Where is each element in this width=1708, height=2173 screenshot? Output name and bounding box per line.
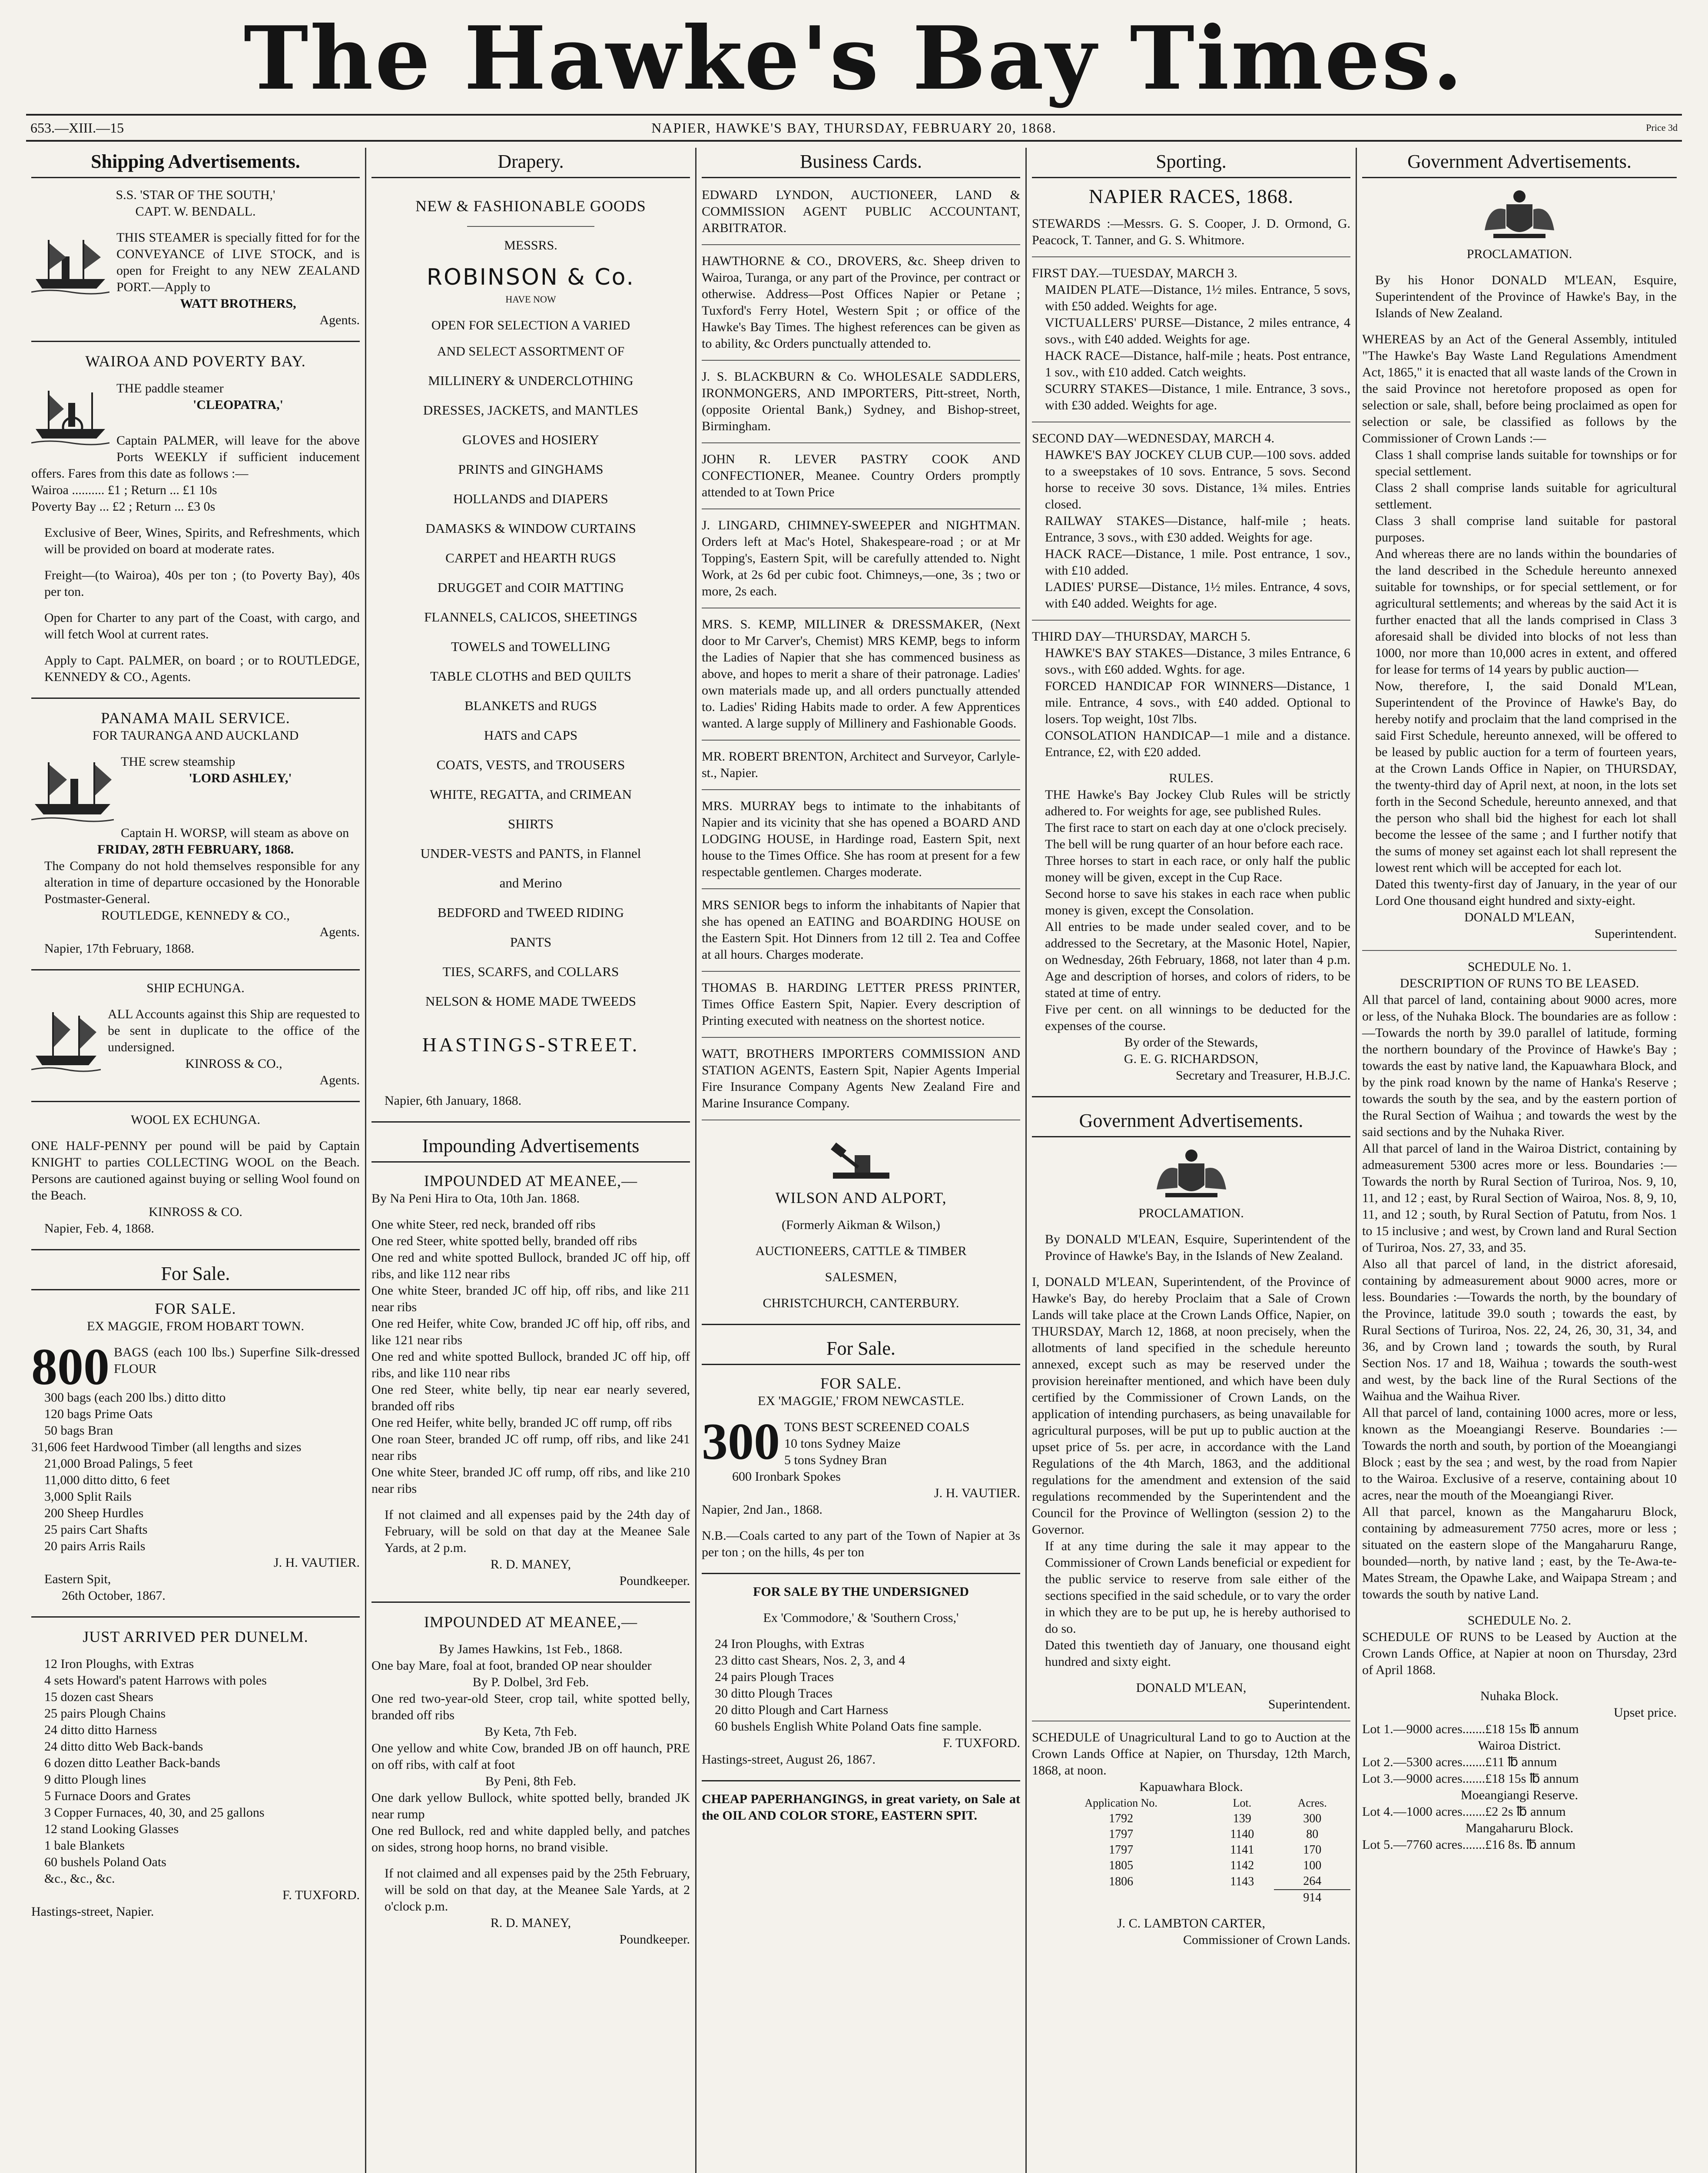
table-cell: 170 xyxy=(1303,1843,1322,1857)
ad-title: PANAMA MAIL SERVICE. xyxy=(101,709,290,727)
impound-item: One white Steer, branded JC off rump, off ribs, and like 210 near ribs xyxy=(371,1465,690,1496)
auctioneer-emblem-icon xyxy=(824,1142,898,1186)
run-description: All that parcel of land, containing 1000 acres, more or less, known as the Moeangiangi Reserve. Boundaries :—Towards the north and south, by portion of the Moeangiangi Block ; east by the sea ; and west, by the road from Napier to the Wairoa. Exclusive of a reserve, containing about 10 acres, near the mouth of the Moeangiangi River. xyxy=(1362,1405,1677,1502)
rule-item: Second horse to save his stakes in each race when public money is given, except the Consolation. xyxy=(1045,887,1350,917)
impound-item: One red Steer, white spotted belly, branded off ribs xyxy=(371,1234,637,1248)
ad-body: And whereas there are no lands within the boundaries of the land described in the Schedule hereunto annexed suitable for townships, or for special settlement, or for agricultural settlements; and whereas by the said Act it is further enacted that all the lands comprised in Class 3 aforesaid shall be divided into blocks of not less than 1000, nor more than 10,000 acres in extent, and offered for lease for terms of 14 years by public auction— xyxy=(1375,547,1677,677)
business-card: HAWTHORNE & CO., DROVERS, &c. Sheep driven to Wairoa, Turanga, or any part of the Province, per contract or otherwise. Address—Post Offices Napier or Petane ; Tuxford's Ferry Hotel, Western Spit ; or office of the Hawke's Bay Times. The highest references can be given as to ability, &c Orders punctually attended to. xyxy=(702,254,1020,351)
impound-item: One dark yellow Bullock, white spotted belly, branded JK near rump xyxy=(371,1791,690,1821)
class-list xyxy=(1362,447,1677,546)
ad-body: THIS STEAMER is specially fitted for for the CONVEYANCE of LIVE STOCK, and is open for Freight to any NEW ZEALAND PORT.—Apply to xyxy=(116,230,360,294)
race-item: HAWKE'S BAY JOCKEY CLUB CUP.—100 sovs. added to a sweepstakes of 10 sovs. Entrance, 5 sovs. Second horse to receive 30 sovs. Distance, 1¾ miles. Entries closed. xyxy=(1045,448,1350,512)
price: Price 3d xyxy=(1646,122,1678,133)
table-cell: 80 xyxy=(1306,1827,1319,1841)
ad-agents-label: Agents. xyxy=(319,925,360,939)
section-heading: For Sale. xyxy=(702,1335,1020,1365)
impound-item: One bay Mare, foal at foot, branded OP near shoulder xyxy=(371,1658,652,1673)
ad-agent: KINROSS & CO. xyxy=(149,1205,242,1219)
table-cell: 1792 xyxy=(1109,1812,1134,1825)
ad-body: If at any time during the sale it may appear to the Commissioner of Crown Lands beneficial or expedient for the public service to reserve from sale either of the sections specified in the said schedule, or to vary the order in which they are to be put up, he is hereby authorised to do so. xyxy=(1045,1539,1350,1636)
list-item: 9 ditto Plough lines xyxy=(44,1772,146,1787)
section-heading: Government Advertisements. xyxy=(1032,1107,1350,1137)
impound-item: One white Steer, branded JC off hip, off ribs, and like 211 near ribs xyxy=(371,1283,690,1314)
ad-intro: THE paddle steamer xyxy=(116,381,224,395)
ad-subtitle: EX MAGGIE, FROM HOBART TOWN. xyxy=(87,1319,304,1333)
royal-coat-of-arms-icon xyxy=(1476,187,1563,243)
table-row xyxy=(1032,1811,1350,1827)
ad-role: Secretary and Treasurer, H.B.J.C. xyxy=(1175,1068,1350,1083)
list-item: 20 pairs Arris Rails xyxy=(44,1539,146,1553)
race-item: HACK RACE—Distance, half-mile ; heats. Post entrance, 1 sov., with £10 added. Catch weights. xyxy=(1045,349,1350,379)
race-item: HACK RACE—Distance, 1 mile. Post entrance, 1 sov., with £10 added. xyxy=(1045,547,1350,578)
list-item: 24 Iron Ploughs, with Extras xyxy=(715,1637,865,1651)
goods-item: UNDER-VESTS and PANTS, in Flannel xyxy=(420,846,641,861)
table-header: Acres. xyxy=(1297,1797,1327,1809)
ad-street: HASTINGS-STREET. xyxy=(422,1033,640,1056)
ad-signer: F. TUXFORD. xyxy=(282,1888,360,1902)
race-list xyxy=(1032,282,1350,414)
ad-by: By his Honor DONALD M'LEAN, Esquire, Superintendent of the Province of Hawke's Bay, in the Islands of New Zealand. xyxy=(1375,273,1677,320)
run-description: Also all that parcel of land, in the district aforesaid, containing by admeasurement about 9000 acres, more or less. Boundaries :—Towards the north, by the boundary of the Province, latitude 39.0 south ; towards the east, by Rural Sections of Turiroa, Nos. 22, 24, 26, 30, 31, 34, and 36, and by Crown land ; towards the south, by Rural Section Nos. 17 and 18, Waihua ; towards the south-west and west, by the back line of the Rural Sections of the Waihua and the Waihua River. xyxy=(1362,1257,1677,1403)
list-item: 60 bushels Poland Oats xyxy=(44,1855,166,1869)
list-item: 120 bags Prime Oats xyxy=(44,1407,153,1421)
goods-item: TOWELS and TOWELLING xyxy=(451,639,610,654)
race-list xyxy=(1032,645,1350,761)
ad-body: CHEAP PAPERHANGINGS, in great variety, on Sale at the OIL AND COLOR STORE, EASTERN SPIT. xyxy=(702,1792,1020,1823)
quantity-numeral: 300 xyxy=(702,1412,780,1470)
list-item: &c., &c., &c. xyxy=(44,1871,115,1886)
screw-steamship-icon xyxy=(31,755,114,825)
paddle-steamer-icon xyxy=(31,382,109,447)
list-item: 24 ditto ditto Web Back-bands xyxy=(44,1739,203,1754)
goods-item: and Merino xyxy=(499,875,562,890)
goods-item: SHIRTS xyxy=(508,816,554,831)
section-heading: Drapery. xyxy=(371,148,690,178)
list-item: 15 dozen cast Shears xyxy=(44,1690,153,1704)
ad-formerly: (Formerly Aikman & Wilson,) xyxy=(782,1218,940,1232)
table-header: Lot. xyxy=(1233,1797,1252,1809)
table-cell: 1142 xyxy=(1230,1859,1254,1872)
goods-item: TIES, SCARFS, and COLLARS xyxy=(442,964,619,979)
column-sporting xyxy=(1025,148,1356,2173)
ad-date: Dated this twenty-first day of January, in the year of our Lord One thousand eight hundred and sixty-eight. xyxy=(1375,877,1677,908)
goods-item: PRINTS and GINGHAMS xyxy=(458,462,604,477)
class-item: Class 3 shall comprise land suitable for pastoral purposes. xyxy=(1375,514,1677,545)
ad-role: Superintendent. xyxy=(1594,927,1677,941)
ad-subtitle: FOR TAURANGA AND AUCKLAND xyxy=(92,728,299,743)
upset-label: Upset price. xyxy=(1614,1705,1677,1720)
schedule-subtitle: SCHEDULE OF RUNS to be Leased by Auction at the Crown Lands Office, at Napier at noon on Thursday, 23rd of April 1868. xyxy=(1362,1630,1677,1677)
list-item: 11,000 ditto ditto, 6 feet xyxy=(44,1473,170,1487)
ad-date: Napier, 2nd Jan., 1868. xyxy=(702,1502,822,1517)
impound-item: One roan Steer, branded JC off rump, off ribs, and like 241 near ribs xyxy=(371,1432,690,1463)
ad-title: IMPOUNDED AT MEANEE,— xyxy=(424,1172,638,1190)
ad-body: TONS BEST SCREENED COALS xyxy=(784,1420,970,1434)
ad-agent: WATT BROTHERS, xyxy=(180,296,296,311)
ad-agent: KINROSS & CO., xyxy=(185,1057,282,1071)
ad-by: By P. Dolbel, 3rd Feb. xyxy=(472,1675,589,1689)
item-list xyxy=(31,1455,360,1555)
rule-item: All entries to be made under sealed cover, and to be addressed to the Secretary, at the Masonic Hotel, Napier, on Wednesday, 26th February, 1868, not later than 4 p.m. Age and description of horses, and colors of riders, to be stated at time of entry. xyxy=(1045,920,1350,1000)
list-item: 24 ditto ditto Harness xyxy=(44,1723,157,1737)
ad-title: WILSON AND ALPORT, xyxy=(775,1189,947,1206)
ad-date: Dated this twentieth day of January, one thousand eight hundred and sixty eight. xyxy=(1045,1638,1350,1669)
ad-ship-name: 'LORD ASHLEY,' xyxy=(189,771,292,785)
goods-item: DRUGGET and COIR MATTING xyxy=(437,580,624,595)
ad-date: Napier, 17th February, 1868. xyxy=(44,941,195,956)
race-item: RAILWAY STAKES—Distance, half-mile ; heats. Entrance, 3 sovs., with £30 added. Weights for age. xyxy=(1045,514,1350,545)
ad-date: 26th October, 1867. xyxy=(62,1588,166,1603)
ad-body: Open for Charter to any part of the Coast, with cargo, and will fetch Wool at current rates. xyxy=(44,611,360,641)
rules-title: RULES. xyxy=(1169,771,1214,785)
run-description: All that parcel of land, containing about 9000 acres, more or less, of the Nuhaka Block. The boundaries are as follow :—Towards the north by 39.0 parallel of latitude, forming the northern boundary of the Province of Hawke's Bay ; towards the east by native land, the Kapuawhara Block, and by the pink road known by the name of Hanka's Reserve ; towards the south by the sea, and by the eastern portion of the Rural Section of Waihua ; and towards the west by the said sections and by the Nuhaka River. xyxy=(1362,993,1677,1139)
ad-order: By order of the Stewards, xyxy=(1124,1035,1258,1050)
list-item: 3,000 Split Rails xyxy=(44,1489,132,1504)
list-item: 30 ditto Plough Traces xyxy=(715,1686,832,1701)
race-item: MAIDEN PLATE—Distance, 1½ miles. Entrance, 5 sovs, with £50 added. Weights for age. xyxy=(1045,282,1350,313)
list-item: 5 tons Sydney Bran xyxy=(784,1453,887,1467)
list-item: 50 bags Bran xyxy=(44,1423,113,1438)
schedule-title: SCHEDULE No. 2. xyxy=(1467,1613,1572,1628)
ad-title: FOR SALE BY THE UNDERSIGNED xyxy=(753,1585,969,1599)
item-list xyxy=(702,1636,1020,1735)
stewards: STEWARDS :—Messrs. G. S. Cooper, J. D. Ormond, G. Peacock, T. Tanner, and G. S. Whitmore. xyxy=(1032,216,1350,247)
goods-item: HOLLANDS and DIAPERS xyxy=(453,491,608,506)
impound-item: One red two-year-old Steer, crop tail, white spotted belly, branded off ribs xyxy=(371,1691,690,1722)
impound-item: One red and white spotted Bullock, branded JC off hip, off ribs, and like 112 near ribs xyxy=(371,1250,690,1281)
business-card: THOMAS B. HARDING LETTER PRESS PRINTER, Times Office Eastern Spit, Napier. Every description of Printing executed with neatness on the shortest notice. xyxy=(702,980,1020,1028)
section-heading: For Sale. xyxy=(31,1260,360,1290)
business-card: J. LINGARD, CHIMNEY-SWEEPER and NIGHTMAN. Orders left at Mac's Hotel, Shakespeare-road ; or at Mr Topping's, Eastern Spit, will be carefully attended to. Night Work, at 2s 6d per cubic foot. Chimneys,—one, 3s ; two or more, 2s each. xyxy=(702,518,1020,598)
ad-role: Commissioner of Crown Lands. xyxy=(1183,1933,1350,1947)
list-item: 10 tons Sydney Maize xyxy=(784,1436,901,1451)
proclamation-title: PROCLAMATION. xyxy=(1138,1206,1244,1220)
schedule-subtitle: DESCRIPTION OF RUNS TO BE LEASED. xyxy=(1400,976,1639,990)
schedule-text: SCHEDULE of Unagricultural Land to go to Auction at the Crown Lands Office at Napier, on Thursday, 12th March, 1868, at noon. xyxy=(1032,1730,1350,1778)
ad-place: Eastern Spit, xyxy=(44,1572,111,1586)
ad-place: CHRISTCHURCH, CANTERBURY. xyxy=(763,1296,959,1310)
ad-body: Now, therefore, I, the said Donald M'Lean, Superintendent of the Province of Hawke's Bay, do hereby notify and proclaim that the land comprised in the said First Schedule, hereunto annexed, will be offered to be leased by public auction for a term of fourteen years, at the Crown Lands Office in Napier, on THURSDAY, the twenty-third day of April next, at noon, in the lots set forth in the Second Schedule, hereunto annexed, and that the person who shall bid the highest for each lot shall become the lessee of the same ; and I further notify that the sums of money set against each lot shall represent the lowest rent which will be accepted for each lot. xyxy=(1375,679,1677,875)
ad-line: SALESMEN, xyxy=(825,1270,897,1284)
run-list xyxy=(1362,992,1677,1603)
impound-item: One red and white spotted Bullock, branded JC off hip, off ribs, and like 110 near ribs xyxy=(371,1349,690,1380)
ad-title: NEW & FASHIONABLE GOODS xyxy=(415,197,646,215)
ad-signer: G. E. G. RICHARDSON, xyxy=(1124,1052,1259,1066)
goods-item: DRESSES, JACKETS, and MANTLES xyxy=(423,402,639,418)
list-item: 5 Furnace Doors and Grates xyxy=(44,1789,191,1803)
table-cell: 264 xyxy=(1303,1874,1322,1888)
dateline-bar xyxy=(26,114,1682,142)
list-item: 12 Iron Ploughs, with Extras xyxy=(44,1657,194,1671)
list-item: 3 Copper Furnaces, 40, 30, and 25 gallons xyxy=(44,1805,265,1820)
ad-open: OPEN FOR SELECTION A VARIED xyxy=(431,318,630,332)
list-item: 20 ditto Plough and Cart Harness xyxy=(715,1703,889,1717)
impound-item: One red Heifer, white Cow, branded JC off hip, off ribs, and like 121 near ribs xyxy=(371,1316,690,1347)
table-cell: 1797 xyxy=(1109,1827,1134,1841)
block-name: Wairoa District. xyxy=(1478,1738,1561,1753)
ad-agent: ROUTLEDGE, KENNEDY & CO., xyxy=(101,908,290,923)
ad-role: Poundkeeper. xyxy=(619,1932,690,1947)
goods-list xyxy=(371,366,690,1016)
list-item: 1 bale Blankets xyxy=(44,1838,125,1853)
ad-signer: DONALD M'LEAN, xyxy=(1136,1681,1247,1695)
ad-signer: J. H. VAUTIER. xyxy=(273,1555,360,1570)
ad-intro: THE screw steamship xyxy=(121,754,235,769)
impound-item: One yellow and white Cow, branded JB on off haunch, PRE on off ribs, with calf at foot xyxy=(371,1741,690,1772)
goods-item: COATS, VESTS, and TROUSERS xyxy=(436,757,625,772)
ad-title: WOOL EX ECHUNGA. xyxy=(130,1113,260,1127)
list-item: 25 pairs Cart Shafts xyxy=(44,1522,148,1537)
table-cell: 1141 xyxy=(1230,1843,1254,1857)
ad-signer: J. C. LAMBTON CARTER, xyxy=(1117,1916,1265,1930)
business-card: EDWARD LYNDON, AUCTIONEER, LAND & COMMISSION AGENT PUBLIC ACCOUNTANT, ARBITRATOR. xyxy=(702,188,1020,235)
rules-list xyxy=(1032,787,1350,1034)
ad-body: ONE HALF-PENNY per pound will be paid by Captain KNIGHT to parties COLLECTING WOOL on the Beach. Persons are cautioned against buying or selling Wool found on the Beach. xyxy=(31,1139,360,1203)
business-card: MRS. MURRAY begs to intimate to the inhabitants of Napier and its vicinity that she has opened a BOARD AND LODGING HOUSE, in Hardinge road, Eastern Spit, next house to the Times Office. She has room at present for a few respectable gentlemen. Charges moderate. xyxy=(702,799,1020,879)
sailing-ship-icon xyxy=(31,1008,101,1073)
list-item: 24 pairs Plough Traces xyxy=(715,1670,834,1684)
impound-item: One red Steer, white belly, tip near ear nearly severed, branded off ribs xyxy=(371,1382,690,1413)
fare-line: Wairoa .......... £1 ; Return ... £1 10s xyxy=(31,483,217,497)
table-row xyxy=(1032,1874,1350,1890)
ad-body: Freight—(to Wairoa), 40s per ton ; (to Poverty Bay), 40s per ton. xyxy=(44,568,360,599)
list-item: 200 Sheep Hurdles xyxy=(44,1506,144,1520)
quantity-numeral: 800 xyxy=(31,1338,109,1396)
ad-date: Napier, 6th January, 1868. xyxy=(385,1093,522,1108)
list-item: 6 dozen ditto Leather Back-bands xyxy=(44,1756,220,1770)
lot-line: Lot 4.—1000 acres.......£2 2s ℔ annum xyxy=(1362,1804,1566,1819)
ad-place: Hastings-street, Napier. xyxy=(31,1904,154,1919)
ad-body: Exclusive of Beer, Wines, Spirits, and Refreshments, which will be provided on board at moderate rates. xyxy=(44,525,360,556)
fare-line: Poverty Bay ... £2 ; Return ... £3 0s xyxy=(31,499,216,514)
ad-body: Captain H. WORSP, will steam as above on xyxy=(121,826,349,840)
ad-body: 31,606 feet Hardwood Timber (all lengths and sizes xyxy=(31,1440,302,1454)
ad-agents-label: Agents. xyxy=(319,313,360,327)
ad-notice: If not claimed and all expenses paid by the 25th February, will be sold on that day, at the Meanee Sale Yards, at 2 o'clock p.m. xyxy=(385,1866,690,1914)
class-item: Class 1 shall comprise lands suitable for townships or for special settlement. xyxy=(1375,448,1677,478)
table-cell: 100 xyxy=(1303,1859,1322,1872)
rule-item: Five per cent. on all winnings to be deducted for the expenses of the course. xyxy=(1045,1002,1350,1033)
business-card-list xyxy=(702,187,1020,1120)
run-description: All that parcel, known as the Mangaharuru Block, containing by admeasurement 7750 acres, more or less ; situated on the eastern slope of the Mangaharuru Range, bounded—north, by native land ; east, by the Te-Awa-te-Mates Stream, the Opawhe Lake, and Waipapa Stream ; and towards the south by native Land. xyxy=(1362,1505,1677,1602)
table-cell: 1140 xyxy=(1230,1827,1254,1841)
impound-item: One red Heifer, white belly, branded JC off rump, off ribs xyxy=(371,1415,672,1430)
ad-by: By DONALD M'LEAN, Esquire, Superintendent of the Province of Hawke's Bay, in the Islands of New Zealand. xyxy=(1045,1232,1350,1263)
goods-item: FLANNELS, CALICOS, SHEETINGS xyxy=(424,609,637,625)
section-heading: Sporting. xyxy=(1032,148,1350,178)
ad-date: FRIDAY, 28TH FEBRUARY, 1868. xyxy=(97,842,294,857)
ad-ship-name: 'CLEOPATRA,' xyxy=(192,398,284,412)
rule-item: Three horses to start in each race, or only half the public money will be given, except in the Cup Race. xyxy=(1045,854,1350,884)
goods-item: TABLE CLOTHS and BED QUILTS xyxy=(430,668,632,684)
ad-subtitle: EX 'MAGGIE,' FROM NEWCASTLE. xyxy=(758,1394,964,1408)
ad-signer: F. TUXFORD. xyxy=(943,1736,1020,1750)
ad-have: HAVE NOW xyxy=(505,294,556,305)
ad-messrs: MESSRS. xyxy=(504,238,557,253)
lot-line: Lot 2.—5300 acres.......£11 ℔ annum xyxy=(1362,1755,1557,1769)
impound-item: One red Bullock, red and white dappled belly, and patches on sides, strong hoop horns, no brand visible. xyxy=(371,1824,690,1854)
race-day: THIRD DAY—THURSDAY, MARCH 5. xyxy=(1032,629,1251,644)
royal-coat-of-arms-icon xyxy=(1148,1146,1235,1203)
table-cell: 1143 xyxy=(1230,1874,1254,1888)
section-heading: Impounding Advertisements xyxy=(371,1132,690,1163)
ad-signer: R. D. MANEY, xyxy=(490,1557,571,1572)
proclamation-title: PROCLAMATION. xyxy=(1466,247,1572,261)
goods-item: BLANKETS and RUGS xyxy=(464,698,597,713)
ad-body: The Company do not hold themselves responsible for any alteration in time of departure occasioned by the Honorable Postmaster-General. xyxy=(44,859,360,906)
table-cell: 1806 xyxy=(1109,1874,1134,1888)
item-list xyxy=(31,1389,360,1439)
item-list xyxy=(31,1656,360,1887)
ad-body: WHEREAS by an Act of the General Assembly, intituled "The Hawke's Bay Waste Land Regulations Amendment Act, 1865," it is enacted that all waste lands of the Crown in the said Province not heretofore proposed as open for selection or sale, shall, before being proclaimed as open for selection or sale, be classified as follows by the Commissioner of Crown Lands :— xyxy=(1362,332,1677,445)
ad-date: Napier, Feb. 4, 1868. xyxy=(44,1221,154,1236)
ad-title: FOR SALE. xyxy=(155,1300,236,1317)
ad-body: BAGS (each 100 lbs.) Superfine Silk-dressed FLOUR xyxy=(114,1345,360,1376)
ad-role: Superintendent. xyxy=(1268,1697,1350,1711)
schedule-title: SCHEDULE No. 1. xyxy=(1467,960,1572,974)
list-item: 4 sets Howard's patent Harrows with poles xyxy=(44,1673,267,1688)
ad-line: AUCTIONEERS, CATTLE & TIMBER xyxy=(755,1244,967,1258)
goods-item: WHITE, REGATTA, and CRIMEAN xyxy=(429,787,632,802)
race-day: FIRST DAY.—TUESDAY, MARCH 3. xyxy=(1032,266,1237,280)
race-item: FORCED HANDICAP FOR WINNERS—Distance, 1 mile. Entrance, 4 sovs., with £40 added. Optional to losers. Top weight, 10st 7lbs. xyxy=(1045,679,1350,726)
goods-item: PANTS xyxy=(510,934,552,950)
business-card: MR. ROBERT BRENTON, Architect and Surveyor, Carlyle-st., Napier. xyxy=(702,749,1020,780)
run-description: All that parcel of land in the Wairoa District, containing by admeasurement 5300 acres more or less. Boundaries :—Towards the north by Rural Section of Turiroa, Nos. 9, 10, 11, and 12 ; east, by Rural Section of Wairoa, Nos. 8, 9, 10, 11, and 12 ; south, by Rural Section of Patutu, from Nos. 1 to 15 inclusive ; and west, by Crown land and Rural Section of Turiroa, Nos. 27, 33, and 35. xyxy=(1362,1141,1677,1255)
race-item: SCURRY STAKES—Distance, 1 mile. Entrance, 3 sovs., with £30 added. Weights for age. xyxy=(1045,382,1350,412)
race-item: VICTUALLERS' PURSE—Distance, 2 miles entrance, 4 sovs., with £40 added. Weights for age. xyxy=(1045,316,1350,346)
ad-title: WAIROA AND POVERTY BAY. xyxy=(85,352,306,370)
block-name: Moeangiangi Reserve. xyxy=(1461,1788,1578,1802)
column-shipping xyxy=(26,148,365,2173)
ad-title: IMPOUNDED AT MEANEE,— xyxy=(424,1613,638,1631)
column-government xyxy=(1356,148,1682,2173)
lot-line: Lot 5.—7760 acres.......£16 8s. ℔ annum xyxy=(1362,1837,1576,1852)
firm-name: ROBINSON & Co. xyxy=(426,264,635,290)
race-item: LADIES' PURSE—Distance, 1½ miles. Entrance, 4 sovs, with £40 added. Weights for age. xyxy=(1045,580,1350,611)
list-item: 60 bushels English White Poland Oats fine sample. xyxy=(715,1719,982,1734)
ad-by: By Na Peni Hira to Ota, 10th Jan. 1868. xyxy=(371,1191,580,1206)
table-row xyxy=(1032,1858,1350,1874)
ad-title: JUST ARRIVED PER DUNELM. xyxy=(83,1628,308,1645)
goods-item: NELSON & HOME MADE TWEEDS xyxy=(425,993,637,1009)
ad-role: Poundkeeper. xyxy=(619,1574,690,1588)
goods-item: GLOVES and HOSIERY xyxy=(462,432,600,447)
list-item: 12 stand Looking Glasses xyxy=(44,1822,179,1836)
section-heading: Government Advertisements. xyxy=(1362,148,1677,178)
goods-item: DAMASKS & WINDOW CURTAINS xyxy=(425,521,636,536)
lot-line: Lot 1.—9000 acres.......£18 15s ℔ annum xyxy=(1362,1722,1579,1736)
block-name: Mangaharuru Block. xyxy=(1465,1821,1574,1835)
race-day: SECOND DAY—WEDNESDAY, MARCH 4. xyxy=(1032,431,1275,445)
impound-item: One white Steer, red neck, branded off ribs xyxy=(371,1217,596,1232)
table-row xyxy=(1032,1827,1350,1842)
list-item: 600 Ironbark Spokes xyxy=(732,1469,841,1484)
table-total: 914 xyxy=(1274,1890,1350,1906)
ad-title: S.S. 'STAR OF THE SOUTH,' xyxy=(116,188,275,202)
section-heading: Business Cards. xyxy=(702,148,1020,178)
ad-body: Apply to Capt. PALMER, on board ; or to ROUTLEDGE, KENNEDY & CO., Agents. xyxy=(44,653,360,684)
business-card: J. S. BLACKBURN & Co. WHOLESALE SADDLERS, IRONMONGERS, AND IMPORTERS, Pitt-street, North, (opposite Oriental Bank,) Sydney, and Bishop-street, Birmingham. xyxy=(702,369,1020,433)
table-cell: 139 xyxy=(1233,1812,1251,1825)
ad-assort: AND SELECT ASSORTMENT OF xyxy=(437,344,625,359)
ad-body: I, DONALD M'LEAN, Superintendent, of the Province of Hawke's Bay, do hereby Proclaim that a Sale of Crown Lands will take place at the Crown Lands Office, Napier, on THURSDAY, March 12, 1868, at noon precisely, when the allotments of land specified in the schedule hereunto annexed, except such as may be reserved under the provision hereinafter mentioned, and which have been duly certified by the Commissioner of Crown Lands, on the application of intending purchasers, as being unavailable for agricultural purposes, will be put up to public auction at the upset price of 5s. per acre, in accordance with the Land Regulations of the 4th March, 1863, and the additional regulations for the amendment and extension of the said regulations recommended by the Superintendent and the Council for the Province of Wellington (session 2) to the Governor. xyxy=(1032,1275,1350,1537)
table-cell: 300 xyxy=(1303,1812,1322,1825)
block-name: Nuhaka Block. xyxy=(1480,1689,1559,1703)
masthead-title: The Hawke's Bay Times. xyxy=(243,7,1465,110)
column-drapery xyxy=(365,148,695,2173)
ad-body: Captain PALMER, will leave for the above Ports WEEKLY if sufficient inducement offers. Fares from this date as follows :— xyxy=(31,433,360,481)
list-item: 21,000 Broad Palings, 5 feet xyxy=(44,1456,193,1471)
table-cell: 1797 xyxy=(1109,1843,1134,1857)
list-item: 23 ditto cast Shears, Nos. 2, 3, and 4 xyxy=(715,1653,905,1668)
column-business-cards xyxy=(695,148,1025,2173)
lot-line: Lot 3.—9000 acres.......£18 15s ℔ annum xyxy=(1362,1771,1579,1786)
goods-item: CARPET and HEARTH RUGS xyxy=(445,550,616,565)
race-list xyxy=(1032,447,1350,612)
steamship-icon xyxy=(31,231,109,296)
business-card: MRS SENIOR begs to inform the inhabitants of Napier that she has opened an EATING and BOARDING HOUSE on the Eastern Spit. Hot Dinners from 12 till 2. Tea and Coffee at all hours. Charges moderate. xyxy=(702,898,1020,962)
section-heading: Shipping Advertisements. xyxy=(31,148,360,178)
issue-number: 653.—XIII.—15 xyxy=(30,120,124,136)
ad-by: By Keta, 7th Feb. xyxy=(484,1724,577,1739)
ad-by: By James Hawkins, 1st Feb., 1868. xyxy=(439,1642,623,1656)
ad-by: By Peni, 8th Feb. xyxy=(485,1774,577,1788)
ad-nb: N.B.—Coals carted to any part of the Town of Napier at 3s per ton ; on the hills, 4s per ton xyxy=(702,1528,1020,1559)
list-item: 25 pairs Plough Chains xyxy=(44,1706,166,1721)
table-header: Application No. xyxy=(1084,1797,1157,1809)
ad-agents-label: Agents. xyxy=(319,1073,360,1087)
goods-item: HATS and CAPS xyxy=(484,728,578,743)
list-item: 300 bags (each 200 lbs.) ditto ditto xyxy=(44,1390,226,1405)
dateline: NAPIER, HAWKE'S BAY, THURSDAY, FEBRUARY 20, 1868. xyxy=(651,120,1057,136)
business-card: JOHN R. LEVER PASTRY COOK AND CONFECTIONER, Meanee. Country Orders promptly attended to at Town Price xyxy=(702,452,1020,499)
ad-subtitle: Ex 'Commodore,' & 'Southern Cross,' xyxy=(763,1611,959,1625)
ad-title: SHIP ECHUNGA. xyxy=(146,981,245,995)
ad-signer: DONALD M'LEAN, xyxy=(1464,910,1575,924)
ad-signer: R. D. MANEY, xyxy=(490,1916,571,1930)
table-cell: 1805 xyxy=(1109,1859,1134,1872)
ad-captain: CAPT. W. BENDALL. xyxy=(135,204,256,219)
business-card: WATT, BROTHERS IMPORTERS COMMISSION AND STATION AGENTS, Eastern Spit, Napier Agents Imperial Fire Insurance Company Agents New Zealand Fire and Marine Insurance Company. xyxy=(702,1047,1020,1110)
rule-item: The first race to start on each day at one o'clock precisely. xyxy=(1045,821,1347,835)
ad-notice: If not claimed and all expenses paid by the 24th day of February, will be sold on that day at the Meanee Sale Yards, at 2 p.m. xyxy=(385,1508,690,1555)
race-item: HAWKE'S BAY STAKES—Distance, 3 miles Entrance, 6 sovs., with £60 added. Wghts. for age. xyxy=(1045,646,1350,677)
table-row xyxy=(1032,1842,1350,1858)
block-name: Kapuawhara Block. xyxy=(1139,1780,1243,1794)
goods-item: BEDFORD and TWEED RIDING xyxy=(437,905,624,920)
ad-title: FOR SALE. xyxy=(820,1375,902,1392)
business-card: MRS. S. KEMP, MILLINER & DRESSMAKER, (Next door to Mr Carver's, Chemist) MRS KEMP, begs to inform the Ladies of Napier that she has commenced business as above, and hopes to merit a share of their patronage. Ladies' own materials made up, and all orders punctually attended to. Ladies' Riding Habits made to order. A few Apprentices wanted. A large supply of Millinery and Fashionable Goods. xyxy=(702,617,1020,731)
goods-item: MILLINERY & UNDERCLOTHING xyxy=(428,373,633,388)
race-item: CONSOLATION HANDICAP—1 mile and a distance. Entrance, £2, with £20 added. xyxy=(1045,728,1350,759)
ad-body: ALL Accounts against this Ship are requested to be sent in duplicate to the office of the undersigned. xyxy=(108,1007,360,1054)
class-item: Class 2 shall comprise lands suitable for agricultural settlement. xyxy=(1375,481,1677,512)
rule-item: The bell will be rung quarter of an hour before each race. xyxy=(1045,837,1343,851)
schedule-table xyxy=(1032,1795,1350,1906)
ad-signer: J. H. VAUTIER. xyxy=(934,1486,1020,1500)
impound-list xyxy=(371,1216,690,1497)
ad-title: NAPIER RACES, 1868. xyxy=(1088,185,1294,207)
rule-item: THE Hawke's Bay Jockey Club Rules will be strictly adhered to. For weights for age, see published Rules. xyxy=(1045,787,1350,818)
ad-date: Hastings-street, August 26, 1867. xyxy=(702,1752,876,1767)
